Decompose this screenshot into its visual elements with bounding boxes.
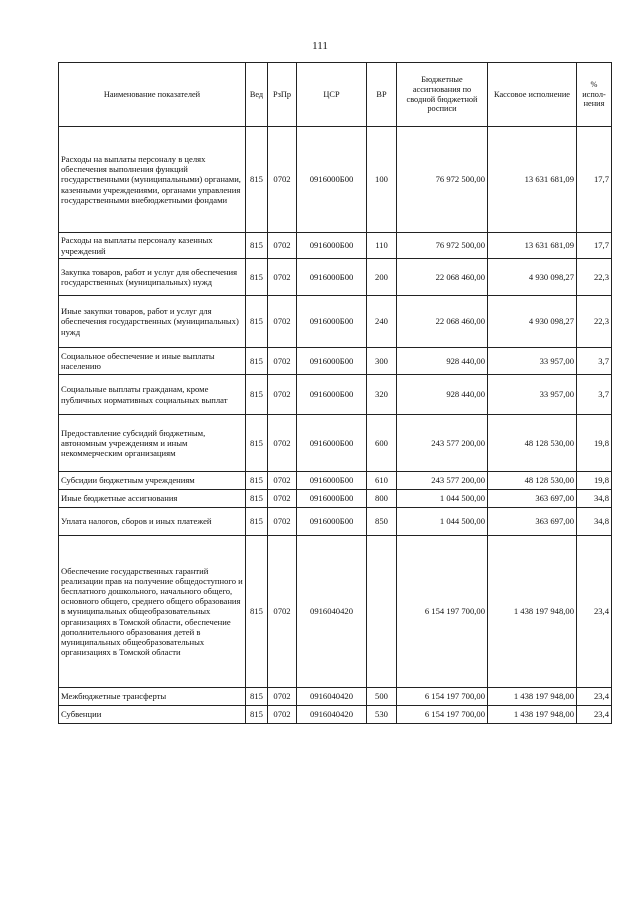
row-csr: 0916040420: [297, 688, 367, 706]
row-ved: 815: [246, 508, 268, 536]
row-budget: 6 154 197 700,00: [397, 536, 488, 688]
row-name: Расходы на выплаты персоналу в целях обеспечения выполнения функций государственными (муниципальными) органами, казенными учреждениями, органами управления государственными внебюджетными фондами: [59, 127, 246, 233]
row-ved: 815: [246, 490, 268, 508]
table-row: [59, 688, 612, 706]
row-budget: 6 154 197 700,00: [397, 706, 488, 724]
row-ved: 815: [246, 472, 268, 490]
row-budget: 243 577 200,00: [397, 415, 488, 472]
column-header-name: Наименование показателей: [59, 63, 246, 127]
table-row: [59, 536, 612, 688]
row-name: Закупка товаров, работ и услуг для обеспечения государственных (муниципальных) нужд: [59, 259, 246, 296]
row-name: Социальное обеспечение и иные выплаты населению: [59, 348, 246, 375]
row-pct: 17,7: [577, 233, 612, 259]
row-rzpr: 0702: [268, 375, 297, 415]
table-row: [59, 375, 612, 415]
row-pct: 17,7: [577, 127, 612, 233]
row-csr: 0916000Б00: [297, 472, 367, 490]
row-cash: 363 697,00: [488, 490, 577, 508]
row-pct: 19,8: [577, 415, 612, 472]
table-row: [59, 472, 612, 490]
row-cash: 1 438 197 948,00: [488, 706, 577, 724]
table-row: [59, 508, 612, 536]
row-vr: 320: [367, 375, 397, 415]
row-rzpr: 0702: [268, 296, 297, 348]
row-name: Расходы на выплаты персоналу казенных учреждений: [59, 233, 246, 259]
row-ved: 815: [246, 127, 268, 233]
row-ved: 815: [246, 296, 268, 348]
column-header-budget: Бюджетные ассигнования по сводной бюджетной росписи: [397, 63, 488, 127]
column-header-rzpr: РзПр: [268, 63, 297, 127]
row-csr: 0916000Б00: [297, 415, 367, 472]
row-budget: 6 154 197 700,00: [397, 688, 488, 706]
row-csr: 0916000Б00: [297, 259, 367, 296]
row-cash: 48 128 530,00: [488, 415, 577, 472]
row-rzpr: 0702: [268, 233, 297, 259]
row-vr: 850: [367, 508, 397, 536]
row-name: Уплата налогов, сборов и иных платежей: [59, 508, 246, 536]
row-name: Межбюджетные трансферты: [59, 688, 246, 706]
row-budget: 76 972 500,00: [397, 233, 488, 259]
row-cash: 1 438 197 948,00: [488, 688, 577, 706]
row-ved: 815: [246, 415, 268, 472]
row-budget: 22 068 460,00: [397, 259, 488, 296]
row-rzpr: 0702: [268, 706, 297, 724]
table-row: [59, 490, 612, 508]
row-ved: 815: [246, 706, 268, 724]
column-header-vr: ВР: [367, 63, 397, 127]
row-ved: 815: [246, 375, 268, 415]
row-csr: 0916040420: [297, 536, 367, 688]
row-budget: 928 440,00: [397, 348, 488, 375]
row-rzpr: 0702: [268, 127, 297, 233]
table-row: [59, 348, 612, 375]
row-pct: 23,4: [577, 688, 612, 706]
row-pct: 23,4: [577, 536, 612, 688]
row-cash: 4 930 098,27: [488, 296, 577, 348]
row-pct: 19,8: [577, 472, 612, 490]
row-budget: 243 577 200,00: [397, 472, 488, 490]
row-rzpr: 0702: [268, 415, 297, 472]
row-vr: 200: [367, 259, 397, 296]
row-vr: 110: [367, 233, 397, 259]
row-csr: 0916000Б00: [297, 375, 367, 415]
table-row: [59, 296, 612, 348]
table-row: [59, 233, 612, 259]
row-cash: 13 631 681,09: [488, 233, 577, 259]
row-rzpr: 0702: [268, 259, 297, 296]
row-rzpr: 0702: [268, 508, 297, 536]
row-cash: 13 631 681,09: [488, 127, 577, 233]
row-budget: 76 972 500,00: [397, 127, 488, 233]
row-budget: 1 044 500,00: [397, 490, 488, 508]
row-ved: 815: [246, 688, 268, 706]
table-row: [59, 127, 612, 233]
row-cash: 33 957,00: [488, 348, 577, 375]
row-name: Иные бюджетные ассигнования: [59, 490, 246, 508]
row-cash: 48 128 530,00: [488, 472, 577, 490]
budget-execution-table: [58, 62, 612, 724]
row-budget: 22 068 460,00: [397, 296, 488, 348]
row-csr: 0916000Б00: [297, 127, 367, 233]
row-csr: 0916000Б00: [297, 490, 367, 508]
row-vr: 240: [367, 296, 397, 348]
row-pct: 3,7: [577, 348, 612, 375]
row-name: Иные закупки товаров, работ и услуг для обеспечения государственных (муниципальных) нужд: [59, 296, 246, 348]
row-rzpr: 0702: [268, 536, 297, 688]
row-budget: 928 440,00: [397, 375, 488, 415]
row-name: Социальные выплаты гражданам, кроме публичных нормативных социальных выплат: [59, 375, 246, 415]
column-header-csr: ЦСР: [297, 63, 367, 127]
column-header-ved: Вед: [246, 63, 268, 127]
row-pct: 3,7: [577, 375, 612, 415]
row-csr: 0916000Б00: [297, 233, 367, 259]
row-csr: 0916000Б00: [297, 348, 367, 375]
table-header-row: [59, 63, 612, 127]
row-vr: [367, 536, 397, 688]
row-csr: 0916000Б00: [297, 508, 367, 536]
row-name: Субсидии бюджетным учреждениям: [59, 472, 246, 490]
row-pct: 23,4: [577, 706, 612, 724]
row-cash: 33 957,00: [488, 375, 577, 415]
row-rzpr: 0702: [268, 348, 297, 375]
row-cash: 363 697,00: [488, 508, 577, 536]
row-ved: 815: [246, 233, 268, 259]
row-ved: 815: [246, 536, 268, 688]
page-number: 111: [312, 40, 328, 52]
column-header-cash: Кассовое исполнение: [488, 63, 577, 127]
row-vr: 500: [367, 688, 397, 706]
row-vr: 800: [367, 490, 397, 508]
row-name: Субвенции: [59, 706, 246, 724]
row-name: Обеспечение государственных гарантий реализации прав на получение общедоступного и бесплатного дошкольного, начального общего, основного общего, среднего общего образования в муниципальных общеобразовательных организациях в Томской области, обеспечение дополнительного образования детей в муниципальных общеобразовательных организациях в Томской области: [59, 536, 246, 688]
row-rzpr: 0702: [268, 688, 297, 706]
row-vr: 600: [367, 415, 397, 472]
table-row: [59, 259, 612, 296]
row-cash: 1 438 197 948,00: [488, 536, 577, 688]
row-name: Предоставление субсидий бюджетным, автономным учреждениям и иным некоммерческим организациям: [59, 415, 246, 472]
table-row: [59, 706, 612, 724]
row-ved: 815: [246, 259, 268, 296]
row-pct: 22,3: [577, 296, 612, 348]
row-pct: 34,8: [577, 508, 612, 536]
table-row: [59, 415, 612, 472]
row-vr: 300: [367, 348, 397, 375]
row-pct: 34,8: [577, 490, 612, 508]
row-rzpr: 0702: [268, 490, 297, 508]
row-vr: 610: [367, 472, 397, 490]
row-csr: 0916000Б00: [297, 296, 367, 348]
row-csr: 0916040420: [297, 706, 367, 724]
row-cash: 4 930 098,27: [488, 259, 577, 296]
column-header-pct: % испол-нения: [577, 63, 612, 127]
row-vr: 530: [367, 706, 397, 724]
row-rzpr: 0702: [268, 472, 297, 490]
row-budget: 1 044 500,00: [397, 508, 488, 536]
row-vr: 100: [367, 127, 397, 233]
row-pct: 22,3: [577, 259, 612, 296]
row-ved: 815: [246, 348, 268, 375]
